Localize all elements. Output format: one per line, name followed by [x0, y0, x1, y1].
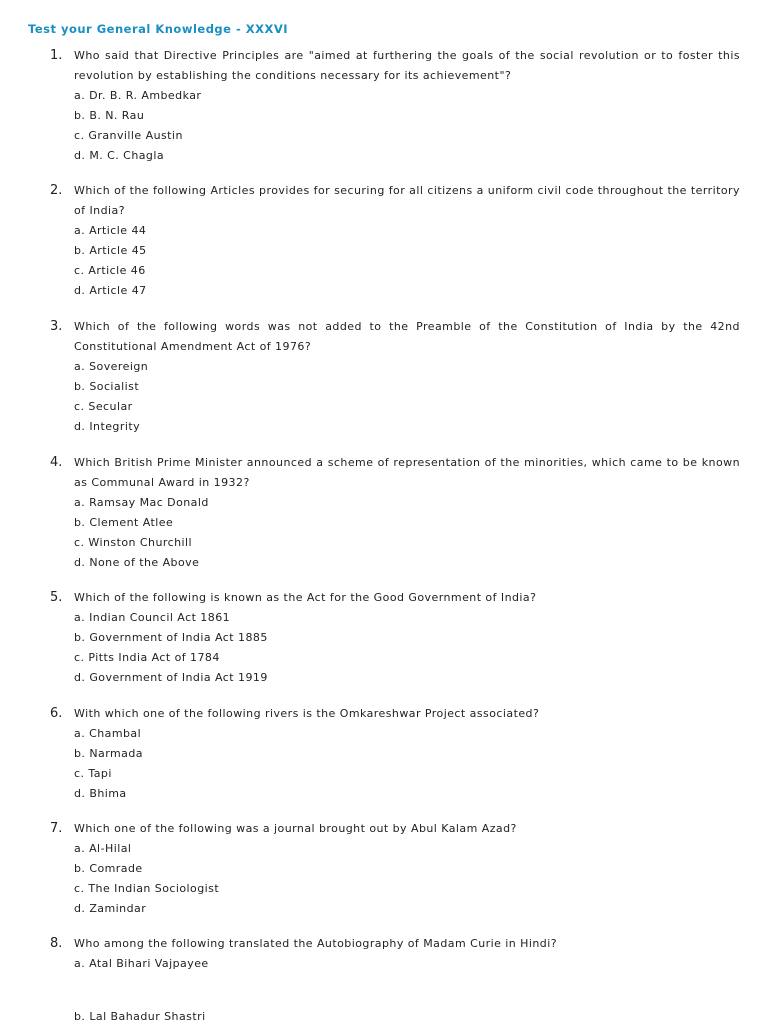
option-c: c. Granville Austin — [74, 129, 183, 142]
option-c: c. Pitts India Act of 1784 — [74, 651, 220, 664]
option-b: b. Clement Atlee — [74, 516, 174, 529]
option-b: b. Article 45 — [74, 244, 147, 257]
question-number: 4. — [50, 455, 63, 470]
question-text: Who among the following translated the Autobiography of Madam Curie in Hindi? — [74, 937, 558, 950]
option-c: c. Winston Churchill — [74, 536, 193, 549]
question-number: 8. — [50, 936, 63, 951]
question-text: Who said that Directive Principles are "aimed at furthering the goals of the social revolution or to foster this revolution by establishing the conditions necessary for its achievement"? — [74, 49, 740, 82]
question-text: With which one of the following rivers is the Omkareshwar Project associated? — [74, 707, 540, 720]
option-a: a. Chambal — [74, 727, 142, 740]
option-d: d. Bhima — [74, 787, 127, 800]
option-c: c. Article 46 — [74, 264, 146, 277]
question-number: 6. — [50, 706, 63, 721]
option-b: b. Government of India Act 1885 — [74, 631, 268, 644]
option-d: d. None of the Above — [74, 556, 200, 569]
option-a: a. Al-Hilal — [74, 842, 132, 855]
page-title: Test your General Knowledge - XXXVI — [28, 22, 289, 36]
question-text: Which of the following Articles provides for securing for all citizens a uniform civil code throughout the territory of India? — [74, 184, 740, 217]
option-c: c. Tapi — [74, 767, 112, 780]
question-number: 5. — [50, 590, 63, 605]
option-b: b. Socialist — [74, 380, 140, 393]
option-d: d. Integrity — [74, 420, 141, 433]
question-text: Which of the following is known as the Act for the Good Government of India? — [74, 591, 537, 604]
option-d: d. M. C. Chagla — [74, 149, 165, 162]
option-b: b. Lal Bahadur Shastri — [74, 1010, 206, 1023]
option-d: d. Article 47 — [74, 284, 147, 297]
question-number: 2. — [50, 183, 63, 198]
question-number: 7. — [50, 821, 63, 836]
question-number: 1. — [50, 48, 63, 63]
option-a: a. Dr. B. R. Ambedkar — [74, 89, 202, 102]
option-c: c. The Indian Sociologist — [74, 882, 220, 895]
option-b: b. B. N. Rau — [74, 109, 145, 122]
question-text: Which one of the following was a journal brought out by Abul Kalam Azad? — [74, 822, 517, 835]
question-number: 3. — [50, 319, 63, 334]
option-a: a. Article 44 — [74, 224, 147, 237]
option-a: a. Atal Bihari Vajpayee — [74, 957, 209, 970]
question-text: Which of the following words was not added to the Preamble of the Constitution of India by the 42nd Constitutional Amendment Act of 1976? — [74, 320, 740, 353]
option-c: c. Secular — [74, 400, 133, 413]
option-a: a. Sovereign — [74, 360, 149, 373]
option-d: d. Government of India Act 1919 — [74, 671, 268, 684]
option-a: a. Ramsay Mac Donald — [74, 496, 209, 509]
option-b: b. Narmada — [74, 747, 143, 760]
option-b: b. Comrade — [74, 862, 143, 875]
question-text: Which British Prime Minister announced a scheme of representation of the minorities, which came to be known as Communal Award in 1932? — [74, 456, 740, 489]
option-a: a. Indian Council Act 1861 — [74, 611, 231, 624]
option-d: d. Zamindar — [74, 902, 147, 915]
